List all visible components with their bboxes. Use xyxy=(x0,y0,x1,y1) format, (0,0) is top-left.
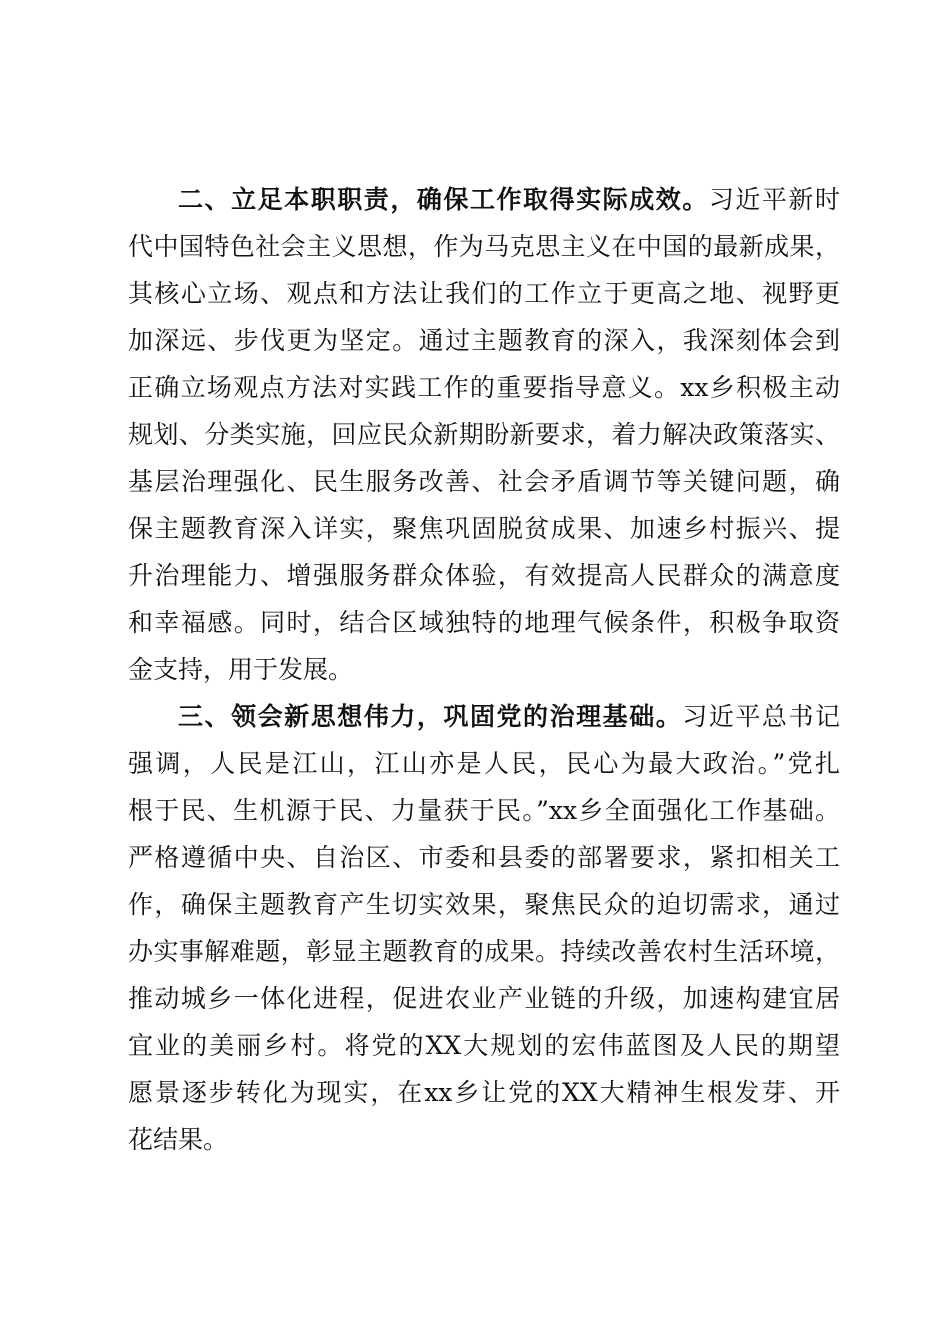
paragraph-line: 强调，人民是江山，江山亦是人民，民心为最大政治。”党扎 xyxy=(128,749,840,778)
paragraph-line: 花结果。 xyxy=(128,1125,229,1154)
paragraph-line: 愿景逐步转化为现实，在xx乡让党的XX大精神生根发芽、开 xyxy=(128,1078,840,1107)
paragraph-text: 习近平总书记 xyxy=(682,702,840,731)
paragraph-line: 加深远、步伐更为坚定。通过主题教育的深入，我深刻体会到 xyxy=(128,326,840,355)
paragraph-line: 根于民、生机源于民、力量获于民。”xx乡全面强化工作基础。 xyxy=(128,796,840,825)
paragraph-3 xyxy=(128,693,840,1163)
paragraph-line: 作，确保主题教育产生切实效果，聚焦民众的迫切需求，通过 xyxy=(128,890,840,919)
paragraph-line: 正确立场观点方法对实践工作的重要指导意义。xx乡积极主动 xyxy=(128,373,840,402)
document-page xyxy=(128,176,840,1163)
paragraph-heading: 三、领会新思想伟力，巩固党的治理基础。 xyxy=(178,702,683,731)
paragraph-line: 代中国特色社会主义思想，作为马克思主义在中国的最新成果， xyxy=(128,232,840,261)
paragraph-line: 保主题教育深入详实，聚焦巩固脱贫成果、加速乡村振兴、提 xyxy=(128,514,840,543)
paragraph-line: 基层治理强化、民生服务改善、社会矛盾调节等关键问题，确 xyxy=(128,467,840,496)
paragraph-line xyxy=(128,693,840,740)
paragraph-line: 升治理能力、增强服务群众体验，有效提高人民群众的满意度 xyxy=(128,561,840,590)
paragraph-text: 习近平新时 xyxy=(708,185,840,214)
paragraph-line xyxy=(128,176,840,223)
paragraph-line: 宜业的美丽乡村。将党的XX大规划的宏伟蓝图及人民的期望 xyxy=(128,1031,840,1060)
paragraph-line: 办实事解难题，彰显主题教育的成果。持续改善农村生活环境， xyxy=(128,937,840,966)
paragraph-line: 严格遵循中央、自治区、市委和县委的部署要求，紧扣相关工 xyxy=(128,843,840,872)
paragraph-heading: 二、立足本职职责，确保工作取得实际成效。 xyxy=(178,185,709,214)
paragraph-line: 其核心立场、观点和方法让我们的工作立于更高之地、视野更 xyxy=(128,279,840,308)
paragraph-2 xyxy=(128,176,840,693)
paragraph-line: 金支持，用于发展。 xyxy=(128,655,354,684)
paragraph-line: 推动城乡一体化进程，促进农业产业链的升级，加速构建宜居 xyxy=(128,984,840,1013)
paragraph-line: 和幸福感。同时，结合区域独特的地理气候条件，积极争取资 xyxy=(128,608,840,637)
paragraph-line: 规划、分类实施，回应民众新期盼新要求，着力解决政策落实、 xyxy=(128,420,840,449)
